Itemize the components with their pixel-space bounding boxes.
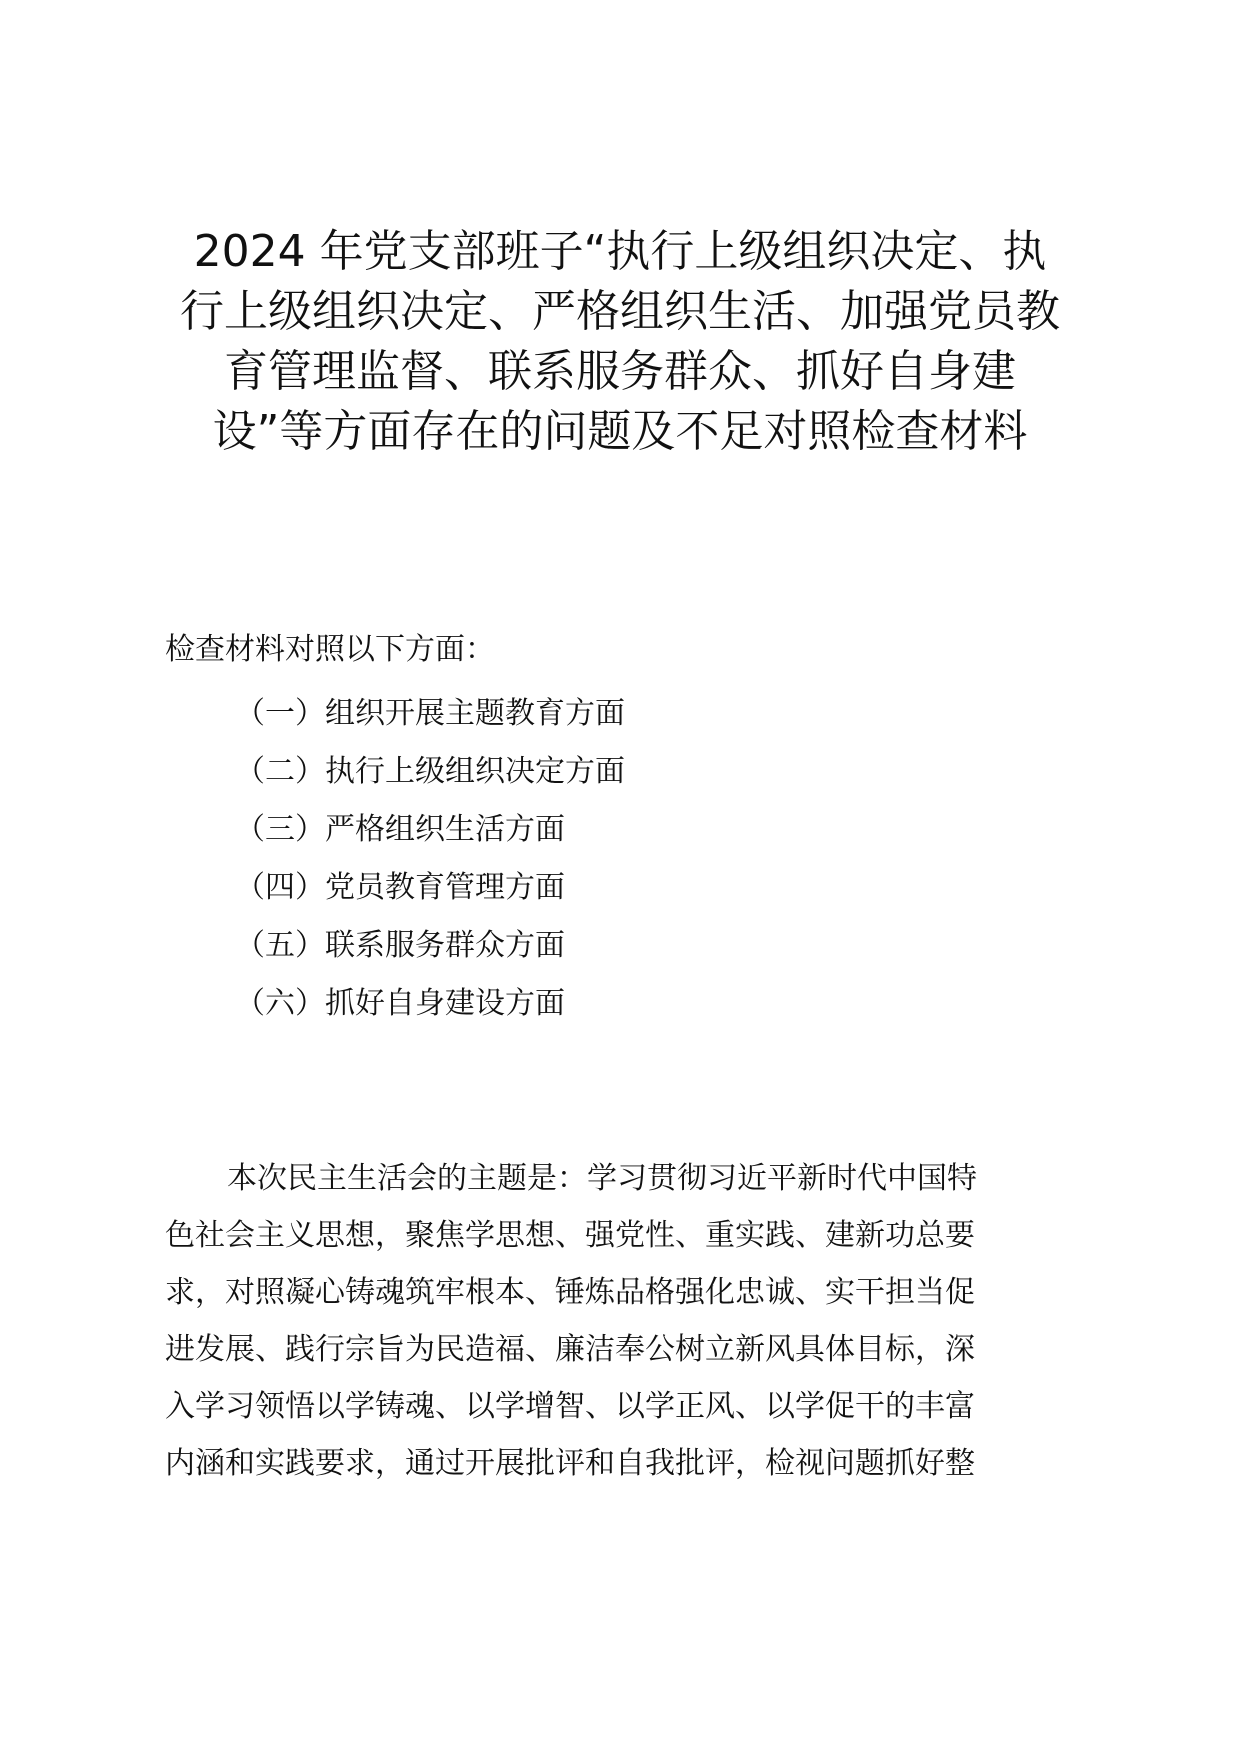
title-line: 设”等方面存在的问题及不足对照检查材料 — [212, 406, 1028, 457]
list-item: （二）执行上级组织决定方面 — [235, 754, 625, 789]
list-item: （一）组织开展主题教育方面 — [235, 696, 625, 731]
body-line: 色社会主义思想，聚焦学思想、强党性、重实践、建新功总要 — [165, 1218, 975, 1253]
body-line: 本次民主生活会的主题是：学习贯彻习近平新时代中国特 — [227, 1161, 977, 1196]
body-line: 求，对照凝心铸魂筑牢根本、锤炼品格强化忠诚、实干担当促 — [165, 1275, 975, 1310]
body-line: 入学习领悟以学铸魂、以学增智、以学正风、以学促干的丰富 — [165, 1389, 975, 1424]
intro-text: 检查材料对照以下方面： — [165, 632, 495, 667]
document-title — [150, 222, 1090, 462]
list-item: （四）党员教育管理方面 — [235, 870, 565, 905]
body-line: 进发展、践行宗旨为民造福、廉洁奉公树立新风具体目标，深 — [165, 1332, 975, 1367]
title-line: 育管理监督、联系服务群众、抓好自身建 — [224, 346, 1016, 397]
list-item: （六）抓好自身建设方面 — [235, 986, 565, 1021]
body-line: 内涵和实践要求，通过开展批评和自我批评，检视问题抓好整 — [165, 1446, 975, 1481]
aspect-list — [235, 685, 625, 1033]
title-line: 2024 年党支部班子“执行上级组织决定、执 — [193, 226, 1047, 277]
body-paragraph — [165, 1150, 1085, 1492]
title-line: 行上级组织决定、严格组织生活、加强党员教 — [180, 286, 1060, 337]
list-item: （五）联系服务群众方面 — [235, 928, 565, 963]
list-item: （三）严格组织生活方面 — [235, 812, 565, 847]
